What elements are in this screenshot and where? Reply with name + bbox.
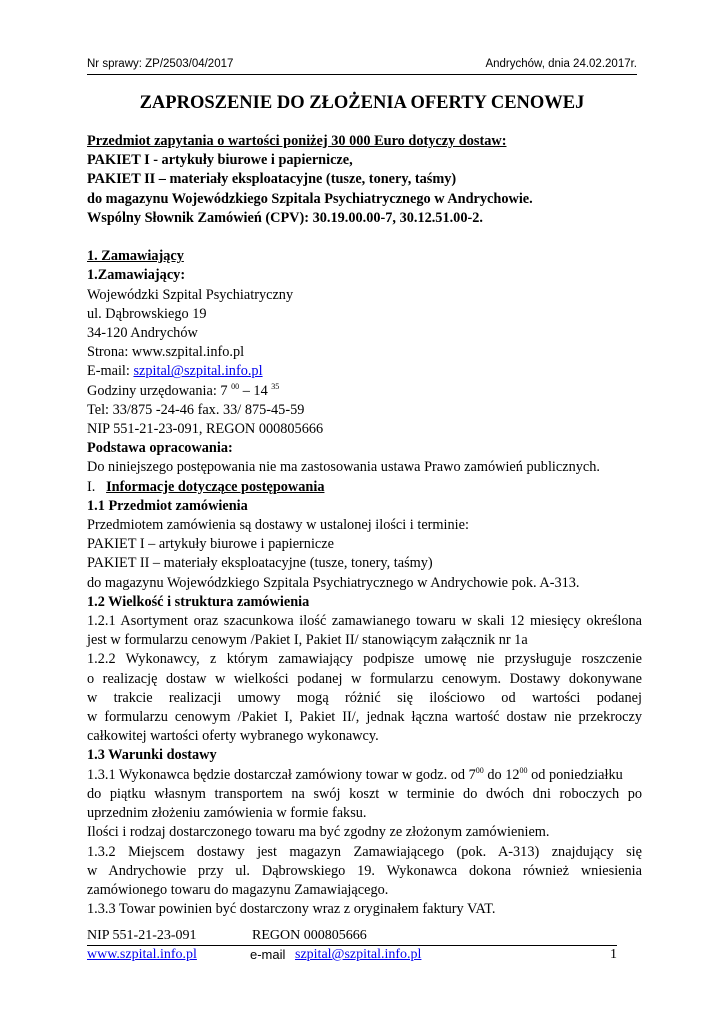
section-1-3-2-line-1: 1.3.2 Miejscem dostawy jest magazyn Zamawiającego (pok. A-313) znajdujący się — [87, 843, 642, 860]
place-date: Andrychów, dnia 24.02.2017r. — [485, 58, 637, 70]
section-info-numeral: I. — [87, 478, 96, 495]
section-1-1-heading: 1.1 Przedmiot zamówienia — [87, 497, 248, 514]
section-1-2-1-line-1: 1.2.1 Asortyment oraz szacunkowa ilość zamawianego towaru w skali 12 miesięcy określona — [87, 613, 642, 630]
page-footer — [87, 928, 617, 968]
basis-text: Do niniejszego postępowania nie ma zastosowania ustawa Prawo zamówień publicznych. — [87, 459, 600, 476]
contracting-authority-city: 34-120 Andrychów — [87, 325, 198, 342]
subject-heading: Przedmiot zapytania o wartości poniżej 30 000 Euro dotyczy dostaw: — [87, 133, 507, 149]
section-1-2-2-line-1: 1.2.2 Wykonawcy, z którym zamawiający podpisze umowę nie przysługuje roszczenie — [87, 651, 642, 668]
section-1-2-2-line-5: całkowitej wartości oferty wybranego wykonawcy. — [87, 728, 379, 745]
document-body — [87, 132, 642, 919]
spacer — [87, 228, 642, 247]
footer-website-link[interactable]: www.szpital.info.pl — [87, 947, 197, 962]
section-1-3-2-line-2: w Andrychowie przy ul. Dąbrowskiego 19. Wykonawca dokona również wniesienia — [87, 862, 642, 879]
subject-line-1: PAKIET I - artykuły biurowe i papiernicze, — [87, 152, 353, 169]
section-1-2-1-line-2: jest w formularzu cenowym /Pakiet I, Pakiet II/ stanowiącym załącznik nr 1a — [87, 632, 528, 649]
case-number: Nr sprawy: ZP/2503/04/2017 — [87, 58, 234, 70]
section-1-1-destination: do magazynu Wojewódzkiego Szpitala Psychiatrycznego w Andrychowie pok. A-313. — [87, 574, 580, 591]
contracting-authority-website: Strona: www.szpital.info.pl — [87, 344, 245, 361]
section-1-3-1-line-3: uprzednim złożeniu zamówienia w formie faksu. — [87, 805, 367, 822]
contracting-authority-name: Wojewódzki Szpital Psychiatryczny — [87, 286, 294, 303]
section-1-2-2-line-4: w formularzu cenowym /Pakiet I, Pakiet II/, jednak łączna wartość dostaw nie przekroczy — [87, 709, 642, 726]
office-hours-start-minutes: 00 — [231, 381, 240, 391]
section-1-1-item-1: PAKIET I – artykuły biurowe i papiernicze — [87, 536, 334, 553]
footer-contact-row — [87, 947, 617, 965]
section-1-3-1-line-2: do piątku własnym transportem na swój koszt w terminie do dwóch dni roboczych po — [87, 785, 642, 802]
subject-line-2: PAKIET II – materiały eksploatacyjne (tusze, tonery, taśmy) — [87, 171, 457, 188]
section-1-2-2-line-3: w trakcie realizacji umowy mogą różnić się ilościowo od wartości podanej — [87, 689, 642, 706]
page-number: 1 — [610, 947, 617, 962]
section-1-subheading: 1.Zamawiający: — [87, 267, 186, 284]
section-1-heading: 1. Zamawiający — [87, 248, 184, 265]
basis-heading: Podstawa opracowania: — [87, 440, 233, 457]
contracting-authority-email-line — [87, 362, 642, 381]
section-info-heading-line — [87, 478, 642, 497]
section-info-heading: Informacje dotyczące postępowania — [106, 478, 325, 495]
delivery-days-text: od poniedziałku — [527, 766, 623, 783]
office-hours-separator: – 14 — [239, 382, 272, 399]
email-link[interactable]: szpital@szpital.info.pl — [133, 363, 263, 380]
footer-nip: NIP 551-21-23-091 — [87, 928, 197, 943]
section-1-2-heading: 1.2 Wielkość i struktura zamówienia — [87, 593, 310, 610]
section-1-1-intro: Przedmiotem zamówienia są dostawy w ustalonej ilości i terminie: — [87, 517, 469, 534]
section-1-3-heading: 1.3 Warunki dostawy — [87, 747, 217, 764]
subject-line-4: Wspólny Słownik Zamówień (CPV): 30.19.00.00-7, 30.12.51.00-2. — [87, 209, 483, 226]
section-1-3-1-line-1 — [87, 766, 642, 785]
footer-email-label: e-mail — [250, 947, 286, 962]
email-label: E-mail: — [87, 363, 134, 380]
delivery-end-minutes: 00 — [519, 765, 528, 775]
contracting-authority-ids: NIP 551-21-23-091, REGON 000805666 — [87, 421, 324, 438]
office-hours — [87, 382, 642, 401]
section-1-1-item-2: PAKIET II – materiały eksploatacyjne (tusze, tonery, taśmy) — [87, 555, 433, 572]
page-header — [87, 58, 637, 75]
section-1-3-3: 1.3.3 Towar powinien być dostarczony wraz z oryginałem faktury VAT. — [87, 901, 496, 918]
footer-ids-row — [87, 928, 617, 946]
contracting-authority-phone: Tel: 33/875 -24-46 fax. 33/ 875-45-59 — [87, 401, 305, 418]
office-hours-end-minutes: 35 — [271, 381, 280, 391]
subject-line-3: do magazynu Wojewódzkiego Szpitala Psychiatrycznego w Andrychowie. — [87, 190, 533, 207]
delivery-start-minutes: 00 — [475, 765, 484, 775]
document-title: ZAPROSZENIE DO ZŁOŻENIA OFERTY CENOWEJ — [139, 93, 585, 113]
delivery-hours-text: 1.3.1 Wykonawca będzie dostarczał zamówiony towar w godz. od 7 — [87, 766, 476, 783]
contracting-authority-street: ul. Dąbrowskiego 19 — [87, 305, 207, 322]
footer-email-link[interactable]: szpital@szpital.info.pl — [295, 947, 422, 962]
delivery-hours-until: do 12 — [483, 766, 520, 783]
footer-regon: REGON 000805666 — [252, 928, 367, 943]
section-1-3-2-line-3: zamówionego towaru do magazynu Zamawiającego. — [87, 881, 389, 898]
office-hours-label: Godziny urzędowania: 7 — [87, 382, 232, 399]
section-1-2-2-line-2: o realizację dostaw w wielkości podanej w formularzu cenowym. Dostawy dokonywane — [87, 670, 642, 687]
section-1-3-1-line-4: Ilości i rodzaj dostarczonego towaru ma być zgodny ze złożonym zamówieniem. — [87, 824, 550, 841]
